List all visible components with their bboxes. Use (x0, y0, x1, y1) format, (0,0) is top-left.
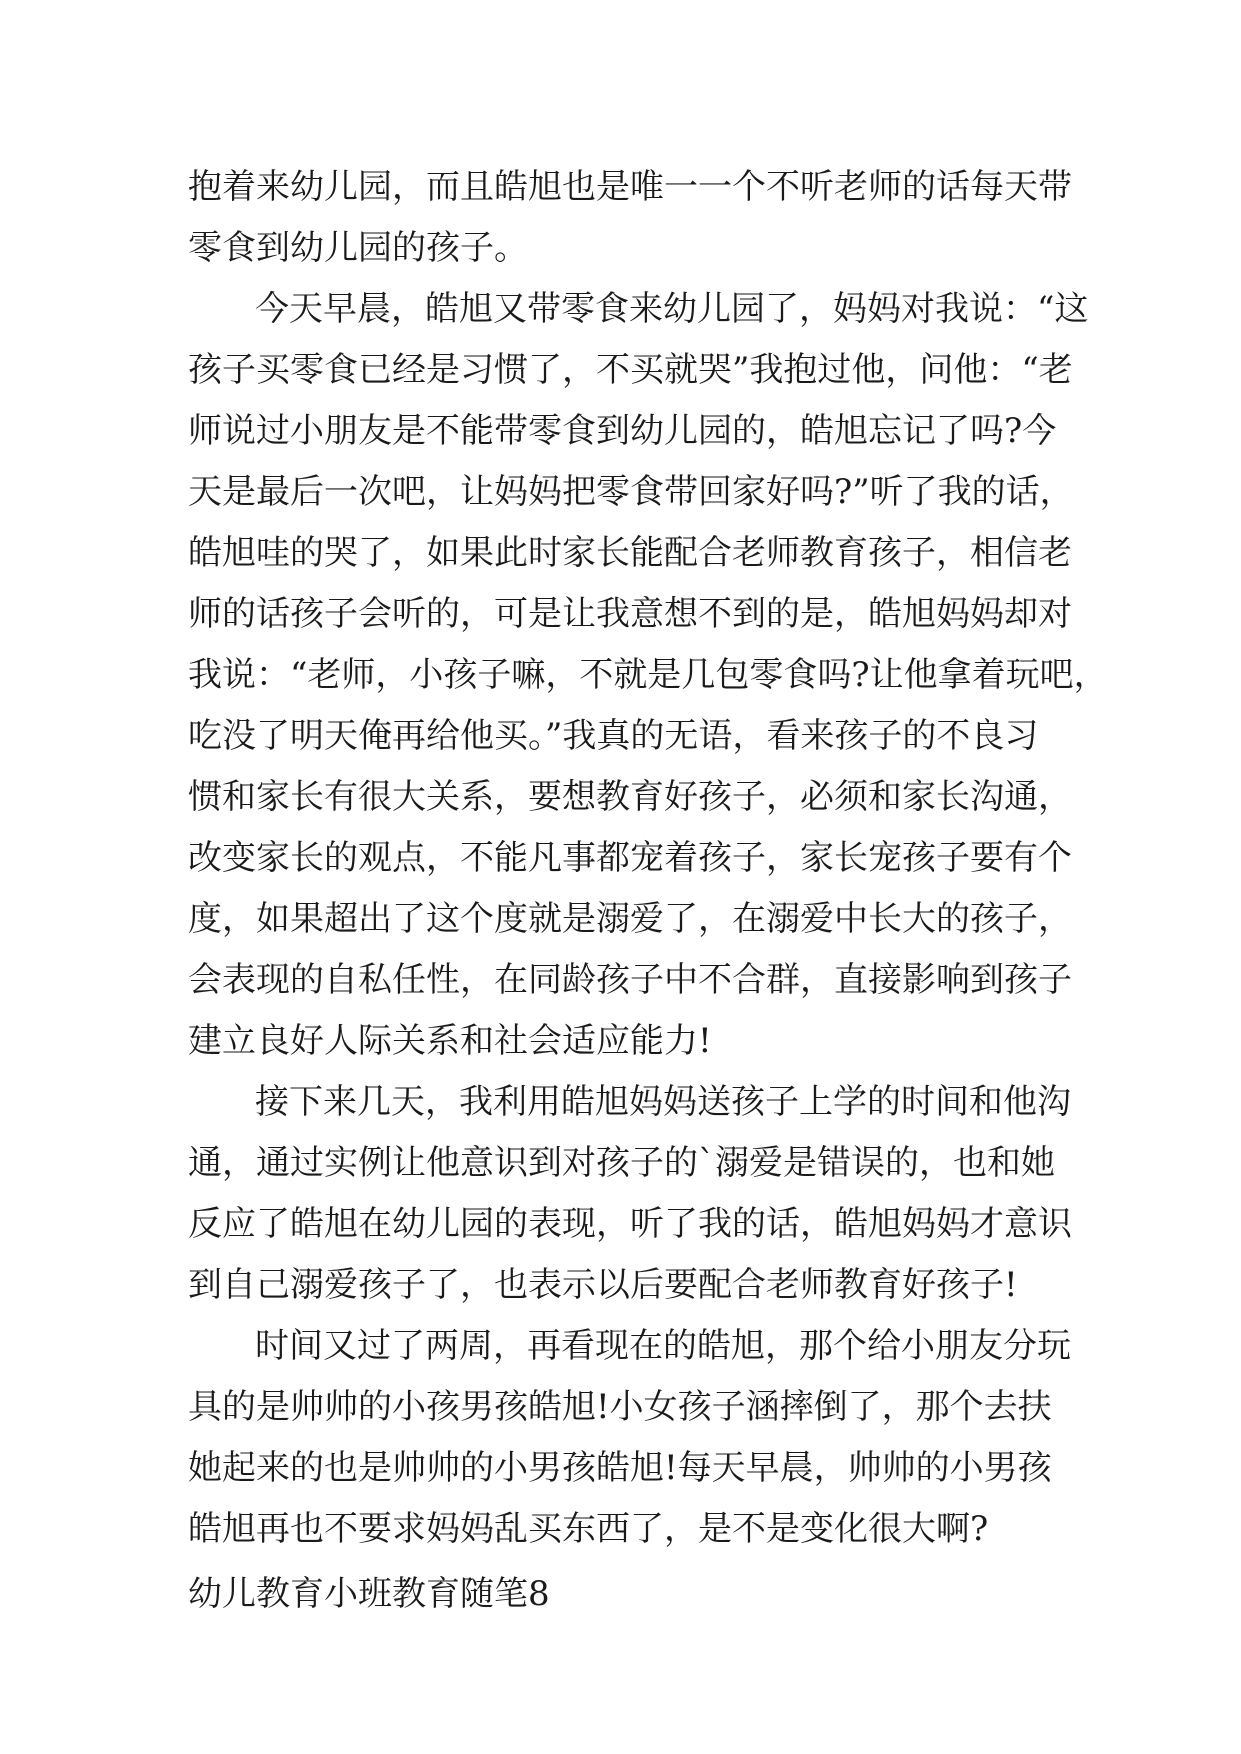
text-line: 惯和家长有很大关系，要想教育好孩子，必须和家长沟通， (188, 777, 1072, 817)
text-line: 反应了皓旭在幼儿园的表现，听了我的话，皓旭妈妈才意识 (188, 1204, 1072, 1244)
text-line: 天是最后一次吧，让妈妈把零食带回家好吗?”听了我的话， (188, 472, 1074, 512)
text-line: 我说：“老师，小孩子嘛，不就是几包零食吗?让他拿着玩吧， (188, 655, 1108, 695)
paragraph-3 (188, 1072, 1072, 1316)
text-line: 皓旭哇的哭了，如果此时家长能配合老师教育孩子，相信老 (188, 533, 1072, 573)
text-line: 零食到幼儿园的孩子。 (188, 228, 528, 268)
text-line: 会表现的自私任性，在同龄孩子中不合群，直接影响到孩子 (188, 960, 1072, 1000)
text-line: 师说过小朋友是不能带零食到幼儿园的，皓旭忘记了吗?今 (188, 411, 1057, 451)
text-line: 皓旭再也不要求妈妈乱买东西了，是不是变化很大啊? (188, 1509, 989, 1549)
paragraph-1 (188, 157, 1072, 279)
paragraph-4 (188, 1316, 1071, 1560)
text-line: 度，如果超出了这个度就是溺爱了，在溺爱中长大的孩子， (188, 899, 1072, 939)
text-line: 今天早晨，皓旭又带零食来幼儿园了，妈妈对我说：“这 (255, 289, 1089, 329)
text-line: 具的是帅帅的小孩男孩皓旭!小女孩子涵摔倒了，那个去扶 (188, 1387, 1052, 1427)
text-line: 时间又过了两周，再看现在的皓旭，那个给小朋友分玩 (255, 1326, 1071, 1366)
text-line: 师的话孩子会听的，可是让我意想不到的是，皓旭妈妈却对 (188, 594, 1072, 634)
text-line: 孩子买零食已经是习惯了，不买就哭”我抱过他，问他：“老 (188, 350, 1073, 390)
text-line: 吃没了明天俺再给他买。”我真的无语，看来孩子的不良习 (188, 716, 1039, 756)
document-body (188, 157, 1108, 1625)
paragraph-2 (188, 279, 1108, 1072)
text-line: 抱着来幼儿园，而且皓旭也是唯一一个不听老师的话每天带 (188, 167, 1072, 207)
text-line: 接下来几天，我利用皓旭妈妈送孩子上学的时间和他沟 (255, 1082, 1071, 1122)
text-line: 建立良好人际关系和社会适应能力! (188, 1021, 712, 1061)
text-line: 她起来的也是帅帅的小男孩皓旭!每天早晨，帅帅的小男孩 (188, 1448, 1052, 1488)
text-line: 到自己溺爱孩子了，也表示以后要配合老师教育好孩子! (188, 1265, 1018, 1305)
section-heading: 幼儿教育小班教育随笔8 (188, 1574, 550, 1614)
text-line: 通，通过实例让他意识到对孩子的`溺爱是错误的，也和她 (188, 1143, 1055, 1183)
text-line: 改变家长的观点，不能凡事都宠着孩子，家长宠孩子要有个 (188, 838, 1072, 878)
